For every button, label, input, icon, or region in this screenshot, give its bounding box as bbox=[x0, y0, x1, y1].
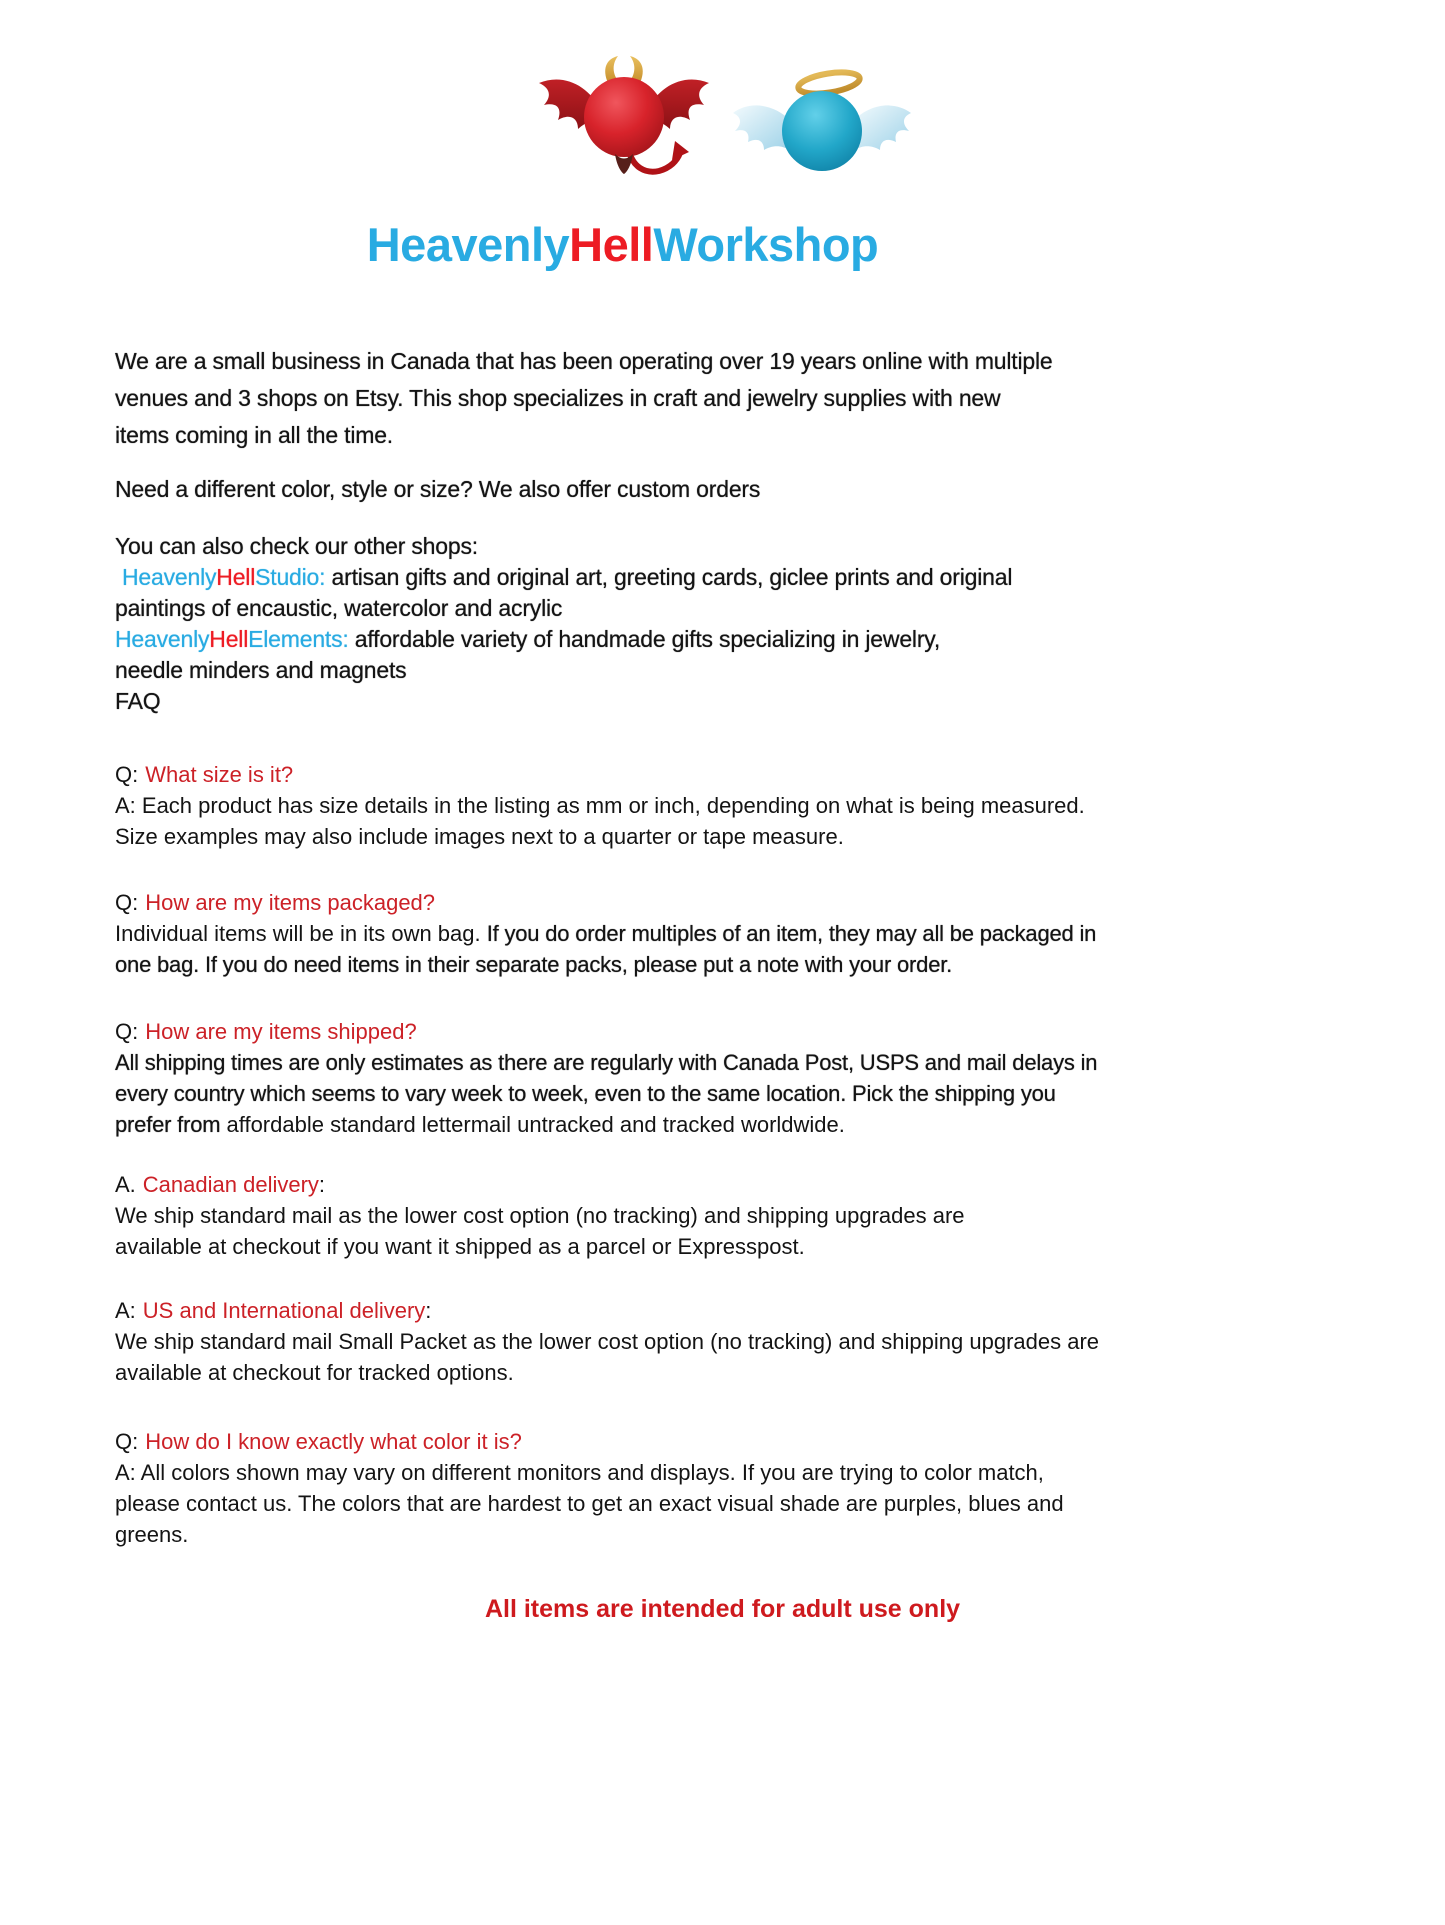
faq-packaging-question: How are my items packaged? bbox=[145, 890, 436, 915]
faq-color-answer-line: A: All colors shown may vary on different monitors and displays. If you are trying to color match, bbox=[115, 1460, 1044, 1485]
studio-brand-rest: Studio: bbox=[255, 564, 326, 590]
page-title bbox=[115, 217, 1130, 273]
faq-packaging-section bbox=[115, 887, 1130, 980]
question-prefix: Q: bbox=[115, 1019, 139, 1044]
intro-line: items coming in all the time. bbox=[115, 422, 393, 448]
canadian-delivery-answer-line: available at checkout if you want it shipped as a parcel or Expresspost. bbox=[115, 1234, 805, 1259]
elements-description: affordable variety of handmade gifts specializing in jewelry, bbox=[348, 626, 941, 652]
custom-orders-paragraph bbox=[115, 474, 1130, 505]
faq-shipping-question-line bbox=[115, 1016, 1130, 1047]
answer-text: affordable standard lettermail untracked and tracked worldwide. bbox=[220, 1112, 845, 1137]
answer-prefix: A. bbox=[115, 1172, 136, 1197]
faq-color-question: How do I know exactly what color it is? bbox=[145, 1429, 522, 1454]
answer-text-emphasis: If you do order multiples of an item, they may all be packaged in bbox=[486, 921, 1097, 946]
faq-size-answer-line: Size examples may also include images next to a quarter or tape measure. bbox=[115, 824, 844, 849]
shop-link-elements[interactable] bbox=[115, 626, 349, 652]
international-delivery-answer-line: We ship standard mail Small Packet as the lower cost option (no tracking) and shipping upgrades are bbox=[115, 1329, 1100, 1354]
other-shops-heading: You can also check our other shops: bbox=[115, 533, 478, 559]
heading-colon: : bbox=[318, 1172, 326, 1197]
title-workshop: Workshop bbox=[653, 218, 879, 271]
intro-line: venues and 3 shops on Etsy. This shop specializes in craft and jewelry supplies with new bbox=[115, 385, 1001, 411]
canadian-delivery-answer-line: We ship standard mail as the lower cost option (no tracking) and shipping upgrades are bbox=[115, 1203, 965, 1228]
canadian-delivery-heading: Canadian delivery bbox=[142, 1172, 319, 1197]
shop-elements-line bbox=[115, 624, 1130, 655]
faq-size-answer-line: A: Each product has size details in the listing as mm or inch, depending on what is being measured. bbox=[115, 793, 1085, 818]
international-delivery-heading: US and International delivery bbox=[142, 1298, 426, 1323]
international-delivery-answer-line: available at checkout for tracked options. bbox=[115, 1360, 514, 1385]
shop-studio-line bbox=[115, 562, 1130, 593]
question-prefix: Q: bbox=[115, 890, 139, 915]
faq-packaging-answer-line bbox=[115, 918, 1130, 949]
elements-brand-rest: Elements: bbox=[248, 626, 349, 652]
title-hell: Hell bbox=[569, 218, 654, 271]
angel-icon bbox=[727, 65, 917, 177]
faq-size-section bbox=[115, 759, 1130, 852]
question-prefix: Q: bbox=[115, 1429, 139, 1454]
studio-brand-hell: Hell bbox=[216, 564, 256, 590]
faq-shipping-question: How are my items shipped? bbox=[145, 1019, 417, 1044]
faq-color-answer-line: greens. bbox=[115, 1522, 189, 1547]
shop-link-studio[interactable] bbox=[122, 564, 325, 590]
faq-packaging-answer-line: one bag. If you do need items in their separate packs, please put a note with your order. bbox=[115, 952, 953, 977]
faq-shipping-section bbox=[115, 1016, 1130, 1140]
answer-prefix: A: bbox=[115, 1298, 136, 1323]
adult-use-notice: All items are intended for adult use only bbox=[484, 1595, 961, 1623]
devil-icon bbox=[529, 55, 719, 177]
canadian-delivery-heading-line bbox=[115, 1169, 1130, 1200]
faq-size-question-line bbox=[115, 759, 1130, 790]
intro-line: We are a small business in Canada that has been operating over 19 years online with multiple bbox=[115, 348, 1053, 374]
shop-about-page bbox=[0, 55, 1445, 1925]
faq-color-answer-line: please contact us. The colors that are hardest to get an exact visual shade are purples, blues and bbox=[115, 1491, 1064, 1516]
faq-shipping-answer-line bbox=[115, 1109, 1130, 1140]
canadian-delivery-section bbox=[115, 1169, 1130, 1262]
heading-colon: : bbox=[425, 1298, 432, 1323]
intro-paragraph bbox=[115, 343, 1130, 454]
shop-logo bbox=[0, 55, 1445, 177]
faq-shipping-answer-line: All shipping times are only estimates as there are regularly with Canada Post, USPS and mail delays in bbox=[115, 1050, 1098, 1075]
elements-brand-hell: Hell bbox=[209, 626, 249, 652]
title-heavenly: Heavenly bbox=[366, 218, 570, 271]
custom-orders-line: Need a different color, style or size? We also offer custom orders bbox=[115, 476, 761, 502]
faq-packaging-question-line bbox=[115, 887, 1130, 918]
other-shops-section bbox=[115, 531, 1130, 717]
studio-description-line2: paintings of encaustic, watercolor and acrylic bbox=[115, 595, 563, 621]
question-prefix: Q: bbox=[115, 762, 139, 787]
faq-size-question: What size is it? bbox=[145, 762, 294, 787]
international-delivery-heading-line bbox=[115, 1295, 1130, 1326]
faq-shipping-answer-line: every country which seems to vary week to week, even to the same location. Pick the shipping you bbox=[115, 1081, 1056, 1106]
faq-label: FAQ bbox=[115, 688, 161, 714]
elements-brand-heavenly: Heavenly bbox=[115, 626, 210, 652]
studio-brand-heavenly: Heavenly bbox=[122, 564, 217, 590]
answer-text-emphasis: prefer from bbox=[115, 1112, 221, 1137]
answer-text: Individual items will be in its own bag. bbox=[115, 921, 487, 946]
international-delivery-section bbox=[115, 1295, 1130, 1388]
faq-color-section bbox=[115, 1426, 1130, 1550]
studio-description: artisan gifts and original art, greeting cards, giclee prints and original bbox=[325, 564, 1013, 590]
faq-color-question-line bbox=[115, 1426, 1130, 1457]
elements-description-line2: needle minders and magnets bbox=[115, 657, 407, 683]
